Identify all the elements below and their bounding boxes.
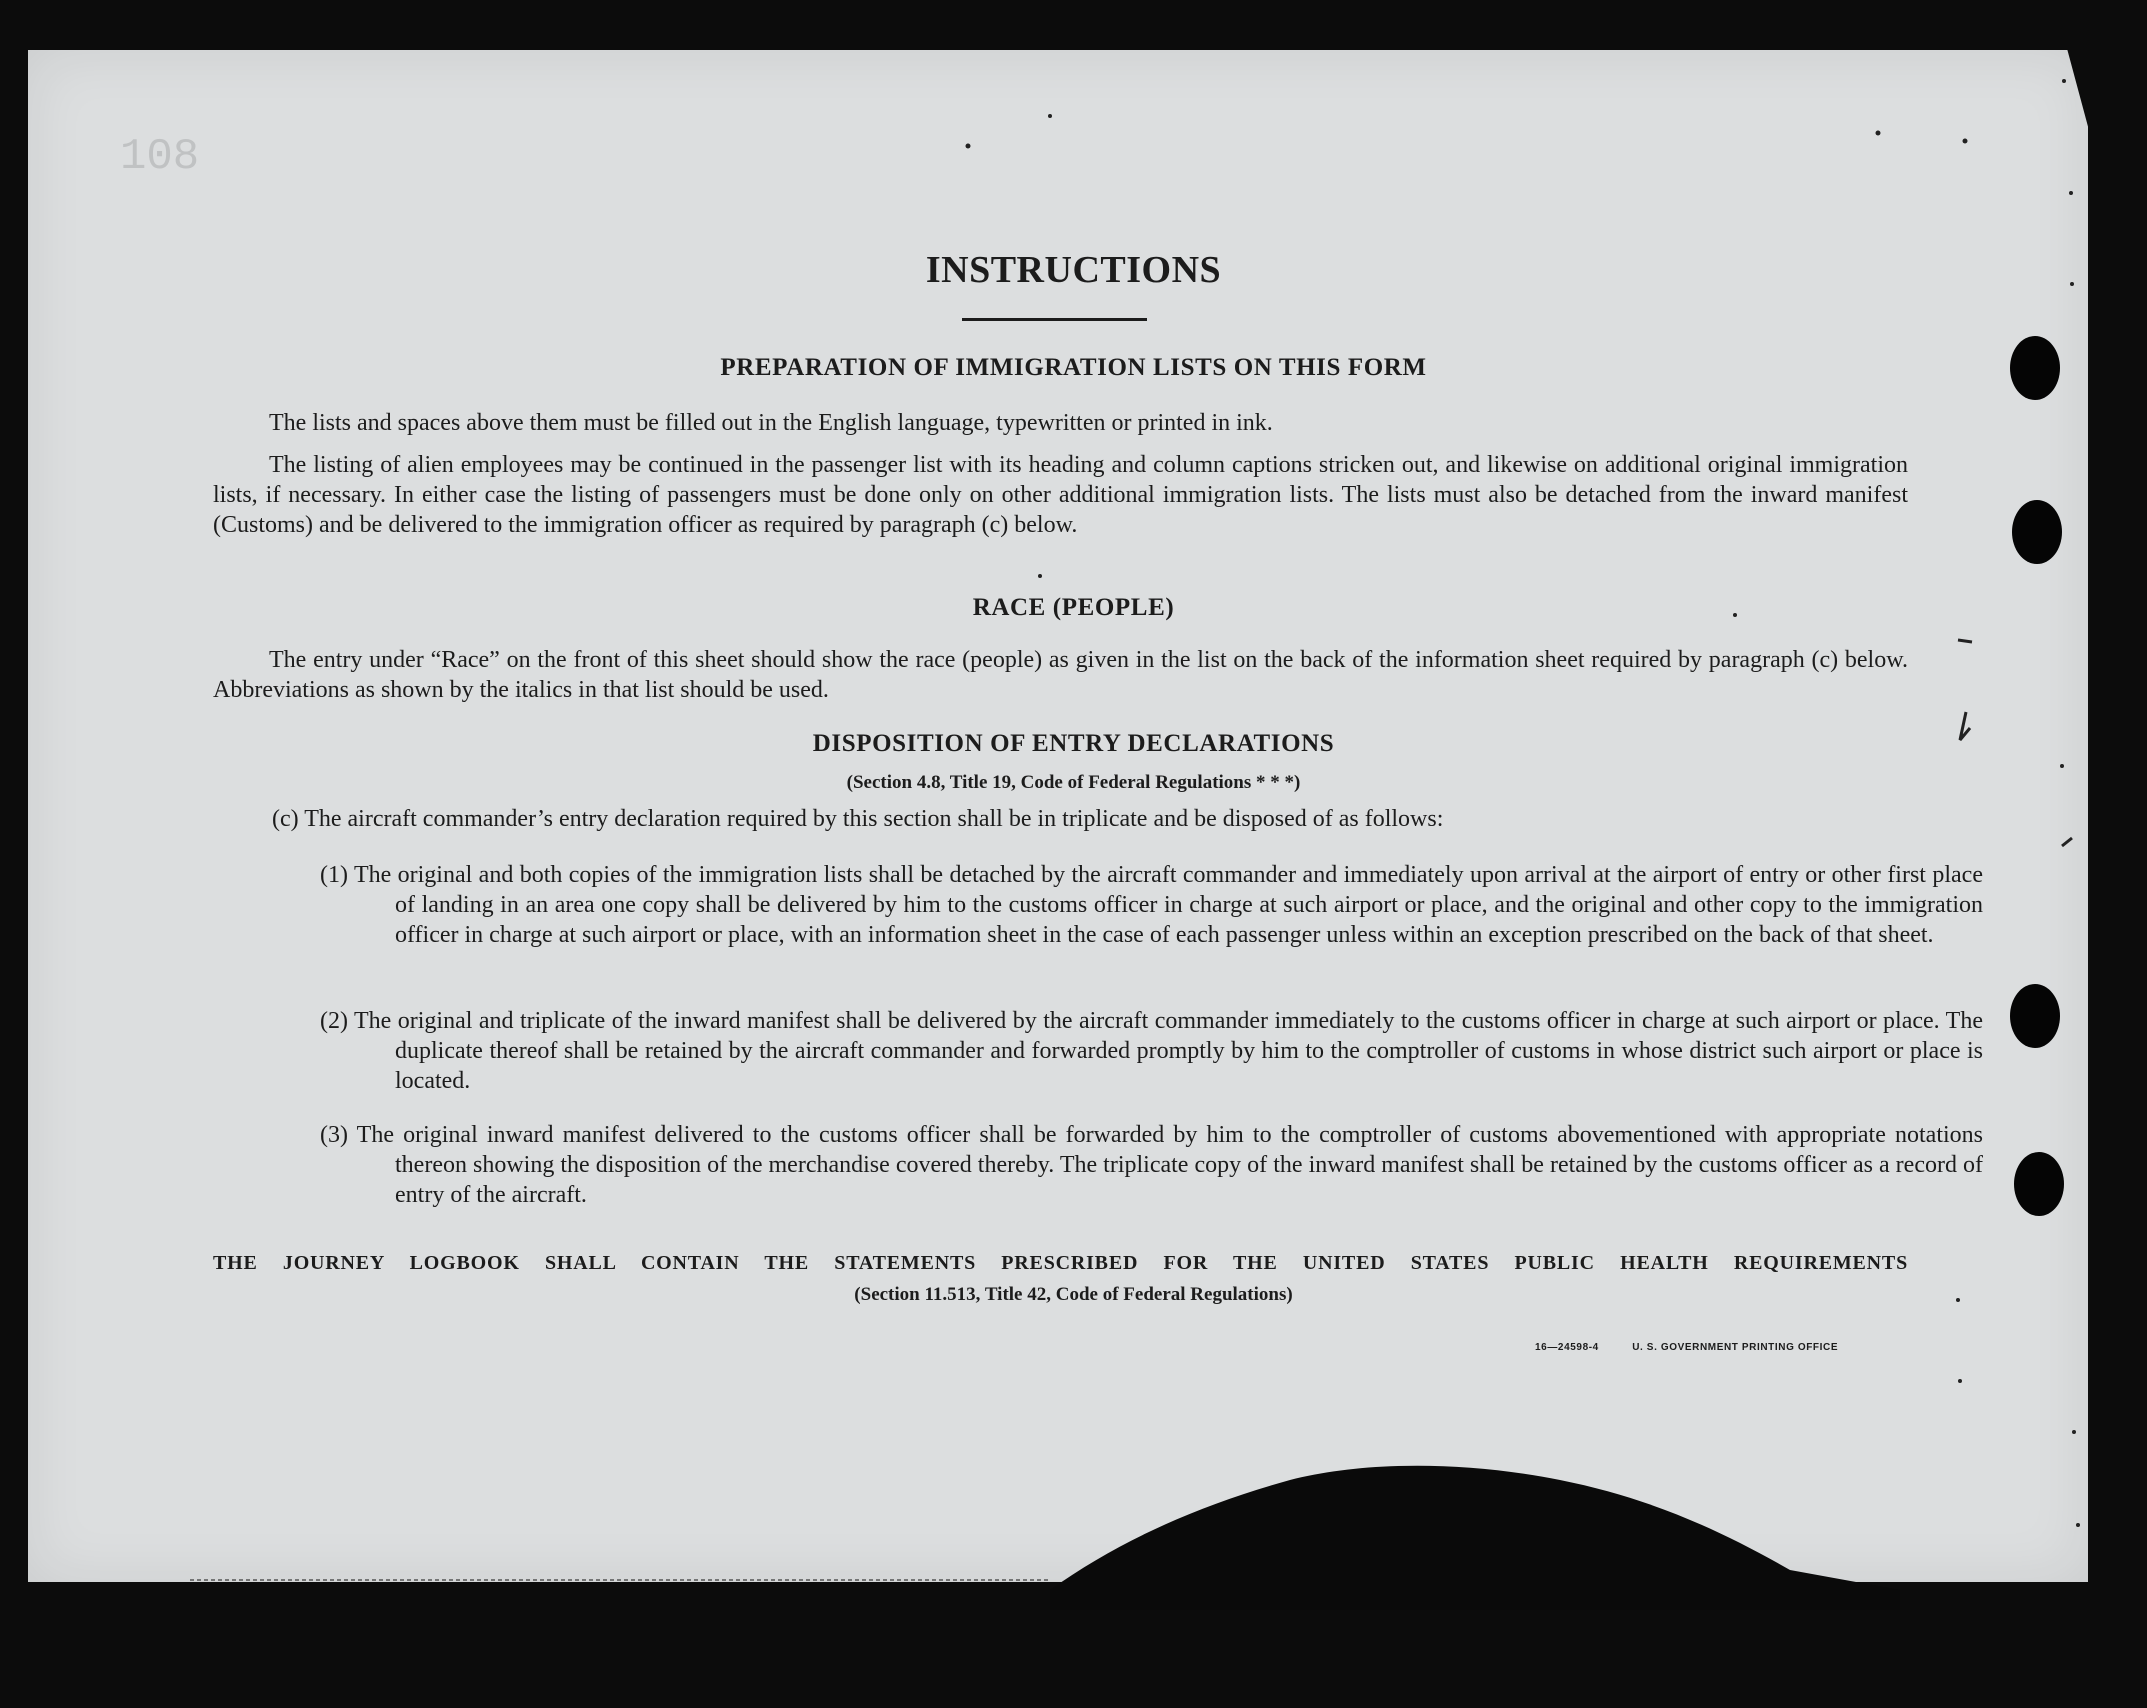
heading-race: RACE (PEOPLE) bbox=[972, 594, 1175, 621]
heading-journey-logbook: THE JOURNEY LOGBOOK SHALL CONTAIN THE STATEMENTS PRESCRIBED FOR THE UNITED STATES PUBLIC HEALTH REQUIREMENTS bbox=[213, 1252, 1908, 1274]
list-item-2: (2) The original and triplicate of the inward manifest shall be delivered by the aircraft commander immediately to the customs officer in charge at such airport or place. The duplicate thereof shall be retained by the aircraft commander and forwarded promptly by him to the comptroller of customs in whose district such airport or place is located. bbox=[320, 1008, 1983, 1094]
page-title: INSTRUCTIONS bbox=[925, 249, 1222, 291]
bleed-through-page-number: 108 bbox=[120, 132, 200, 182]
form-number: 16—24598-4 bbox=[1535, 1342, 1599, 1353]
paragraph-preparation-1: The lists and spaces above them must be filled out in the English language, typewritten or printed in ink. bbox=[269, 410, 1273, 436]
heading-preparation: PREPARATION OF IMMIGRATION LISTS ON THIS FORM bbox=[720, 354, 1427, 381]
list-item-3: (3) The original inward manifest delivered to the customs officer shall be forwarded by him to the comptroller of customs abovementioned with appropriate notations thereon showing the disposition of the merchandise covered thereby. The triplicate copy of the inward manifest shall be retained by the customs officer as a record of entry of the aircraft. bbox=[320, 1122, 1983, 1208]
list-item-1: (1) The original and both copies of the immigration lists shall be detached by the aircraft commander and immediately upon arrival at the airport of entry or other first place of landing in an area one copy shall be delivered by him to the customs officer in charge at such airport or place, and the original and other copy to the immigration officer in charge at such airport or place, with an information sheet in the case of each passenger unless within an exception prescribed on the back of that sheet. bbox=[320, 862, 1983, 948]
paragraph-preparation-2: The listing of alien employees may be continued in the passenger list with its heading and column captions stricken out, and likewise on additional original immigration lists, if necessary. In either case the listing of passengers must be done only on other additional immigration lists. The lists must also be detached from the inward manifest (Customs) and be delivered to the immigration officer as required by paragraph (c) below. bbox=[213, 452, 1908, 538]
printer-name: U. S. GOVERNMENT PRINTING OFFICE bbox=[1632, 1342, 1839, 1353]
paragraph-disposition-intro: (c) The aircraft commander’s entry declaration required by this section shall be in triplicate and be disposed of as follows: bbox=[272, 806, 1444, 832]
subheading-journey-logbook: (Section 11.513, Title 42, Code of Federal Regulations) bbox=[854, 1284, 1293, 1305]
paragraph-race: The entry under “Race” on the front of this sheet should show the race (people) as given in the list on the back of the information sheet required by paragraph (c) below. Abbreviations as shown by the italics in that list should be used. bbox=[213, 647, 1908, 703]
subheading-disposition: (Section 4.8, Title 19, Code of Federal Regulations * * *) bbox=[846, 772, 1301, 793]
heading-disposition: DISPOSITION OF ENTRY DECLARATIONS bbox=[812, 730, 1335, 757]
